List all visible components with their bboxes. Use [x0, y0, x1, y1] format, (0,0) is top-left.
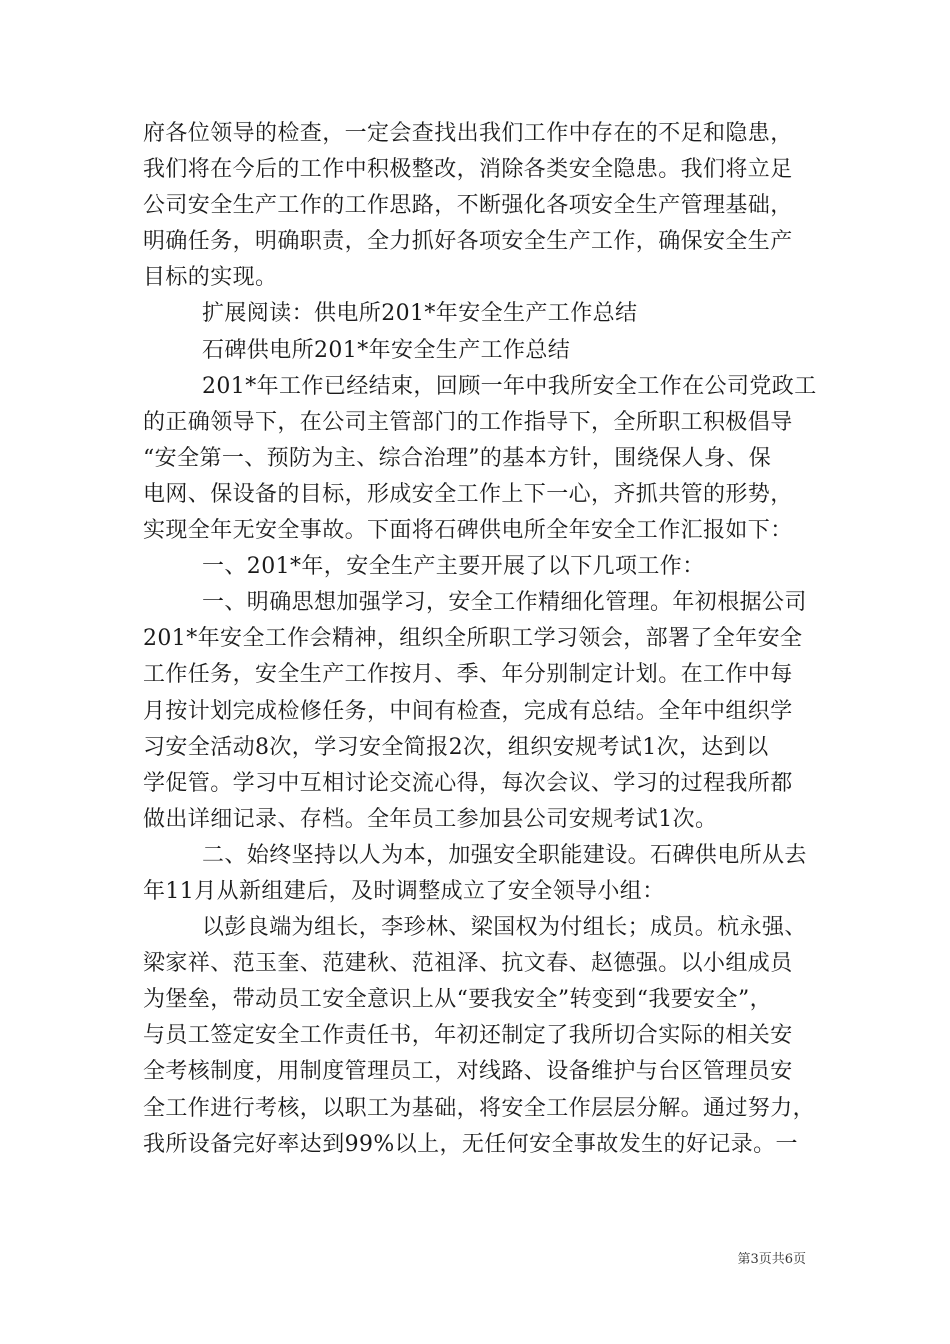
- text-line: 201*年工作已经结束，回顾一年中我所安全工作在公司党政工: [202, 373, 817, 399]
- text-line: 二、始终坚持以人为本，加强安全职能建设。石碑供电所从去: [202, 842, 807, 868]
- text-line: 做出详细记录、存档。全年员工参加县公司安规考试1次。: [143, 806, 718, 832]
- text-line: 梁家祥、范玉奎、范建秋、范祖泽、抗文春、赵德强。以小组成员: [143, 951, 793, 977]
- text-line: 明确任务，明确职责，全力抓好各项安全生产工作，确保安全生产: [143, 229, 793, 255]
- text-line: 扩展阅读：供电所201*年安全生产工作总结: [202, 301, 638, 327]
- text-line: 全考核制度，用制度管理员工，对线路、设备维护与台区管理员安: [143, 1059, 793, 1085]
- text-line: 学促管。学习中互相讨论交流心得，每次会议、学习的过程我所都: [143, 770, 793, 796]
- text-line: 全工作进行考核，以职工为基础，将安全工作层层分解。通过努力，: [143, 1095, 816, 1121]
- text-line: 府各位领导的检查，一定会查找出我们工作中存在的不足和隐患，: [143, 121, 793, 146]
- text-line: 为堡垒，带动员工安全意识上从“要我安全”转变到“我要安全”，: [143, 987, 772, 1013]
- text-line: 公司安全生产工作的工作思路，不断强化各项安全生产管理基础，: [143, 193, 793, 219]
- text-line: 201*年安全工作会精神，组织全所职工学习领会，部署了全年安全: [143, 626, 803, 652]
- text-line: 目标的实现。: [143, 265, 278, 291]
- text-line: 实现全年无安全事故。下面将石碑供电所全年安全工作汇报如下：: [143, 518, 793, 544]
- text-line: 我所设备完好率达到99%以上，无任何安全事故发生的好记录。一: [143, 1131, 798, 1157]
- page-number: 第3页共6页: [737, 1252, 806, 1267]
- text-line: 月按计划完成检修任务，中间有检查，完成有总结。全年中组织学: [143, 698, 793, 724]
- text-line: 习安全活动8次，学习安全简报2次，组织安规考试1次，达到以: [143, 734, 769, 760]
- text-line: 一、明确思想加强学习，安全工作精细化管理。年初根据公司: [202, 590, 807, 616]
- text-line: 电网、保设备的目标，形成安全工作上下一心，齐抓共管的形势，: [143, 481, 793, 507]
- text-line: 的正确领导下，在公司主管部门的工作指导下，全所职工积极倡导: [143, 409, 793, 435]
- text-line: 石碑供电所201*年安全生产工作总结: [202, 337, 571, 363]
- text-line: 与员工签定安全工作责任书，年初还制定了我所切合实际的相关安: [143, 1023, 793, 1049]
- document-body: [143, 116, 817, 1163]
- text-line: “安全第一、预防为主、综合治理”的基本方针，围绕保人身、保: [143, 445, 772, 471]
- text-line: 以彭良端为组长，李珍林、梁国权为付组长；成员。杭永强、: [202, 915, 807, 941]
- text-line: 工作任务，安全生产工作按月、季、年分别制定计划。在工作中每: [143, 662, 793, 688]
- text-line: 一、201*年，安全生产主要开展了以下几项工作：: [202, 554, 705, 580]
- text-line: 年11月从新组建后，及时调整成立了安全领导小组：: [143, 878, 665, 904]
- text-line: 我们将在今后的工作中积极整改，消除各类安全隐患。我们将立足: [143, 157, 793, 183]
